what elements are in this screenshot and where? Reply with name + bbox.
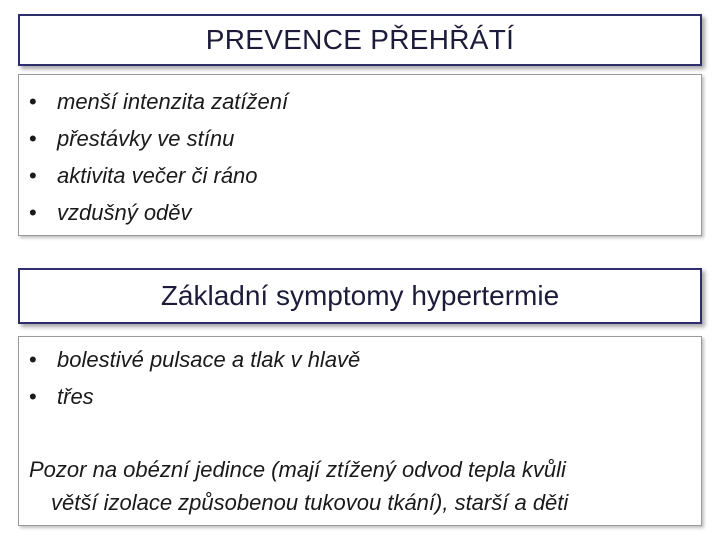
prevention-list (29, 83, 288, 231)
prevention-content-box (18, 74, 702, 236)
bullet-icon: • (29, 347, 37, 372)
list-item (29, 194, 288, 231)
symptoms-list (29, 341, 360, 415)
symptoms-content-box (18, 336, 702, 526)
list-item (29, 341, 360, 378)
bullet-icon: • (29, 163, 37, 188)
list-item-text: třes (57, 384, 94, 409)
symptoms-title: Základní symptomy hypertermie (160, 280, 560, 311)
bullet-icon: • (29, 200, 37, 225)
list-item (29, 120, 288, 157)
symptoms-title-box (18, 268, 702, 324)
bullet-icon: • (29, 89, 37, 114)
list-item (29, 83, 288, 120)
prevention-title-box (18, 14, 702, 66)
list-item (29, 157, 288, 194)
list-item-text: aktivita večer či ráno (57, 163, 258, 188)
bullet-icon: • (29, 384, 37, 409)
warning-note-line1: Pozor na obézní jedince (mají ztížený odvod tepla kvůli (29, 457, 566, 482)
list-item (29, 378, 360, 415)
bullet-icon: • (29, 126, 37, 151)
warning-note (29, 453, 689, 519)
list-item-text: vzdušný oděv (57, 200, 192, 225)
warning-note-line2: větší izolace způsobenou tukovou tkání), starší a děti (51, 490, 569, 515)
prevention-title: PREVENCE PŘEHŘÁTÍ (205, 24, 515, 55)
list-item-text: menší intenzita zatížení (57, 89, 289, 114)
list-item-text: bolestivé pulsace a tlak v hlavě (57, 347, 361, 372)
list-item-text: přestávky ve stínu (57, 126, 235, 151)
